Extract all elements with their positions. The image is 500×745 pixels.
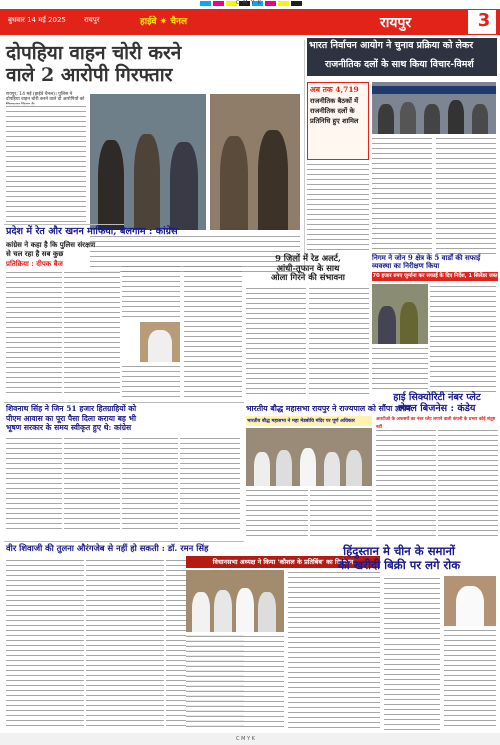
cmyk-mark-bottom: C M Y K — [236, 736, 255, 742]
security-plate-headline-line2: लेवल बिजनेस : कंडेय — [398, 403, 476, 414]
housing-headline-line3: भूषण सरकार के समय स्वीकृत हुए थे: कांग्रेस — [6, 423, 132, 433]
corporation-body-col2 — [430, 284, 496, 392]
shivaji-body-col2 — [86, 558, 164, 730]
vehicle-theft-headline — [6, 42, 302, 86]
divider — [4, 224, 124, 225]
election-sidebar-line1: अब तक 4,719 — [310, 85, 359, 94]
cmyk-swatch — [265, 1, 276, 6]
corporation-headline: निगम ने जोन 9 क्षेत्र के 5 वार्डों की सफाई व्यवस्था का निरीक्षण किया — [372, 253, 481, 271]
divider — [4, 541, 244, 542]
buddhist-body-col2 — [310, 488, 372, 540]
vehicle-theft-photo — [90, 94, 206, 230]
skills-body-col1 — [186, 634, 284, 730]
cmyk-swatch — [200, 1, 211, 6]
housing-body-col1 — [6, 436, 62, 530]
corporation-band: 70 हजार रुपए जुर्माना कर सफाई के दिए निर्देश, 1 सिलेंडर जब्त — [372, 273, 498, 279]
shivaji-headline: वीर शिवाजी की तुलना औरंगजेब से नहीं हो सकती : डॉ. रमन सिंह — [6, 543, 209, 553]
weather-headline-line3: ओला गिरने की संभावना — [271, 272, 345, 283]
election-headline-line2: राजनीतिक दलों के साथ किया विचार-विमर्श — [325, 59, 474, 70]
congress-byline: प्रतिक्रिया : दीपक बैज — [6, 259, 63, 268]
congress-body-col2 — [64, 270, 120, 396]
weather-headline-line2: आंधी-तूफान के साथ — [276, 262, 340, 273]
vehicle-theft-headline-line2: वाले 2 आरोपी गिरफ्तार — [6, 64, 173, 86]
skills-photo — [186, 570, 284, 632]
housing-headline-line1: शिवनाथ सिंह ने जिन 51 हजार हितग्राहियों को — [6, 404, 137, 413]
weather-body-col1 — [246, 286, 306, 398]
security-plate-headline-line1: हाई सिक्योरिटी नंबर प्लेट — [393, 392, 481, 403]
buddhist-subhead: भारतीय बौद्ध महासभा ने महा मेडबोधि मंदिर पर पूर्ण अधिकार — [247, 418, 355, 424]
weather-headline — [246, 254, 370, 283]
congress-body-col4 — [184, 264, 242, 398]
election-sidebar-text — [307, 162, 369, 252]
vehicle-theft-photo-2 — [210, 94, 300, 230]
security-plate-headline — [376, 392, 498, 414]
corporation-photo — [372, 284, 428, 344]
cmyk-swatch — [213, 1, 224, 6]
housing-headline-line2: पीएम आवास का पूरा पैसा दिला कराया बह भी — [6, 413, 136, 423]
security-plate-body-col2 — [438, 428, 498, 540]
china-headline-line1: हिंदुस्तान मे चीन के समानों — [343, 544, 455, 558]
weather-headline-line1: 9 जिलों में रेड अलर्ट, — [275, 253, 341, 263]
vehicle-theft-lead: रायपुर, 14 मई (हाईवे चैनल)। पुलिस ने दोपहिया वाहन चोरी करने वाले दो आरोपियों को — [6, 92, 85, 103]
edition-city: रायपुर — [84, 16, 100, 24]
election-sidebar-line2: राजनीतिक बैठकों में — [310, 97, 359, 105]
congress-body-col1 — [6, 270, 62, 396]
china-body-col1a — [384, 576, 440, 640]
housing-body-col4 — [180, 436, 240, 530]
security-plate-body-col1 — [376, 428, 436, 540]
china-headline — [300, 544, 498, 572]
election-headline-line1: भारत निर्वाचन आयोग ने चुनाव प्रक्रिया को लेकर — [309, 40, 474, 51]
newspaper-brand: हाईवे ✷ चैनल — [140, 17, 188, 27]
divider — [4, 402, 244, 403]
election-body-col1 — [372, 136, 432, 254]
issue-date: बुधवार 14 मई 2025 — [8, 16, 66, 24]
cmyk-mark-top: C M Y K — [236, 0, 262, 6]
congress-headline: प्रदेश में रेत और खनन माफिया, बेलगाम : कांग्रेस — [6, 226, 178, 237]
china-body-col1b — [384, 642, 440, 730]
buddhist-headline: भारतीय बौद्ध महासभा रायपुर ने राज्यपाल को सौंपा ज्ञापन — [246, 404, 411, 413]
congress-body-col3b — [122, 364, 180, 398]
election-body-col2 — [436, 136, 496, 254]
skills-headline: विधानसभा अध्यक्ष ने किया 'कौशल के प्रतिबिंब' का विमोचन — [186, 556, 380, 568]
skills-body-col2 — [288, 570, 380, 730]
weather-body-col2 — [309, 286, 369, 398]
congress-body-col3a — [122, 264, 180, 318]
corporation-body-col1 — [372, 346, 428, 392]
china-headline-line2: की खरीदी बिक्री पर लगे रोक — [337, 558, 461, 572]
congress-sub2: से चल रहा है सब कुछ — [6, 249, 64, 258]
congress-leader-photo — [140, 322, 180, 362]
buddhist-body-col1 — [246, 488, 308, 540]
congress-sub1: कांग्रेस ने कहा है कि पुलिस संरक्षण — [6, 240, 96, 249]
masthead — [0, 9, 500, 35]
vehicle-theft-body — [6, 104, 86, 226]
security-plate-sub: आरटीओ के अफसरों का नंबर प्लेट लगाने वाली कंपनी के प्रभार कोई संतुष्ट — [376, 416, 498, 424]
election-meeting-photo — [372, 82, 496, 134]
vehicle-theft-headline-line1: दोपहिया वाहन चोरी करने — [6, 42, 182, 64]
page-number: 3 — [477, 10, 491, 31]
china-body-col2 — [444, 628, 496, 730]
election-sidebar-line3: राजनीतिक दलों के — [310, 107, 355, 115]
housing-headline — [6, 404, 246, 433]
housing-body-col3 — [122, 436, 178, 530]
section-title: रायपुर — [380, 15, 412, 31]
election-sidebar-box — [307, 82, 369, 160]
china-photo — [444, 576, 496, 626]
shivaji-body-col1 — [6, 558, 84, 730]
housing-body-col2 — [64, 436, 120, 530]
buddhist-photo — [246, 428, 372, 486]
election-sidebar-line4: प्रतिनिधि हुए शामिल — [310, 117, 359, 125]
cmyk-swatch — [291, 1, 302, 6]
cmyk-swatch — [278, 1, 289, 6]
